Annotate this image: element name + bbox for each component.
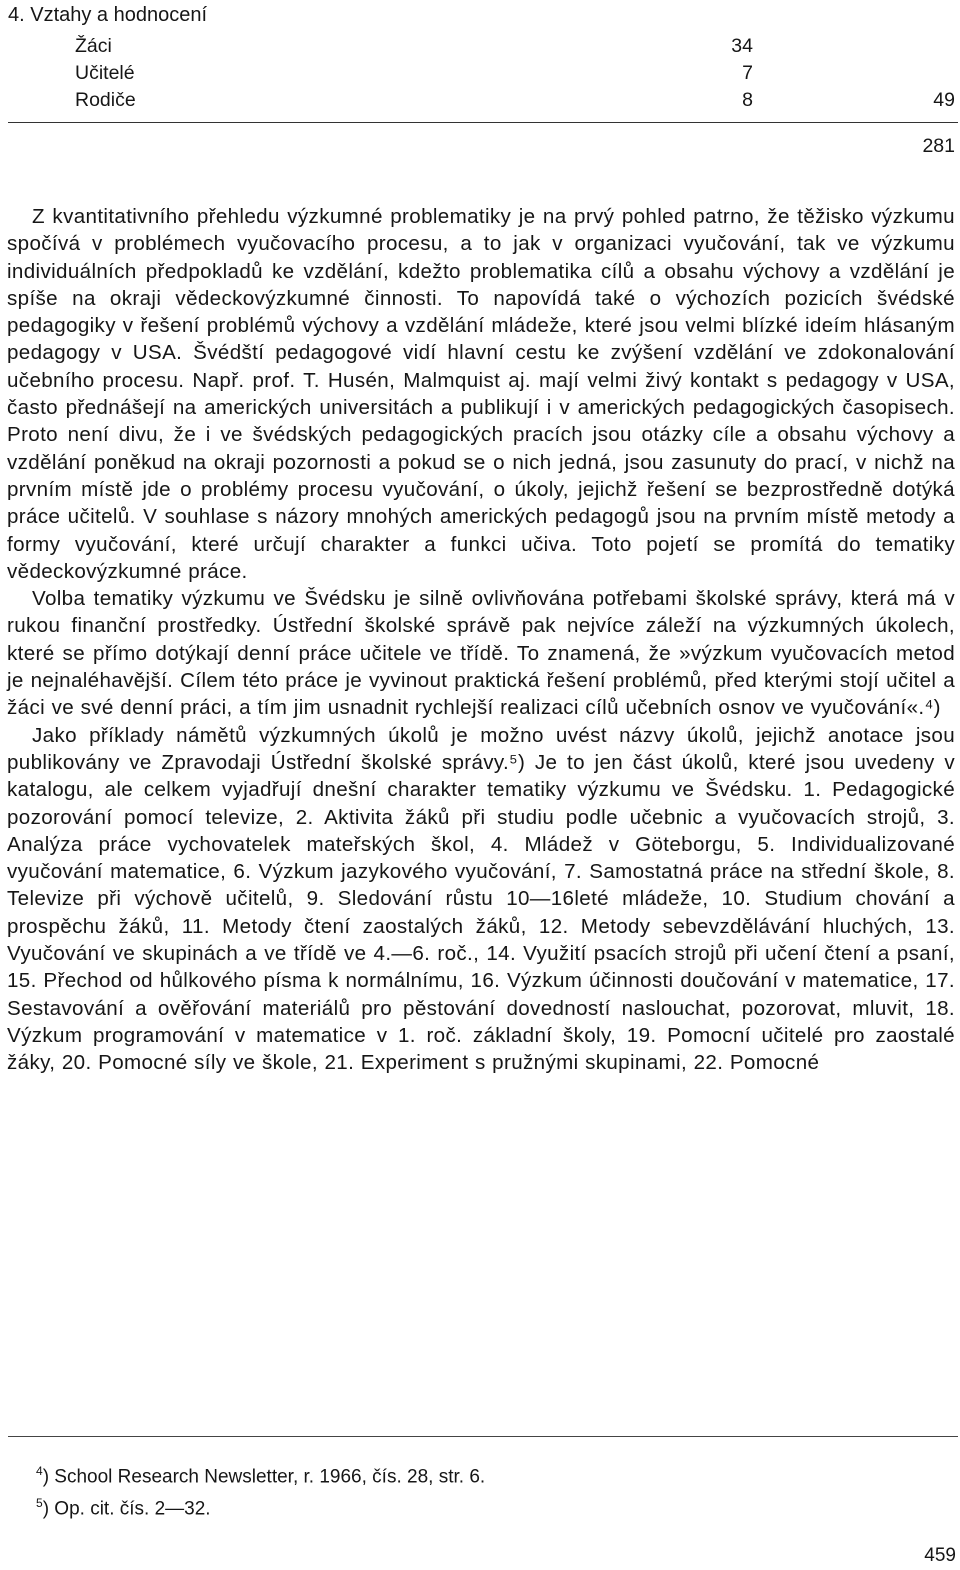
section-heading: 4. Vztahy a hodnocení <box>8 4 208 26</box>
footnote <box>36 1458 485 1490</box>
table-row-value: 34 <box>731 35 753 57</box>
table-row-value: 8 <box>742 89 753 111</box>
table-row <box>0 62 960 89</box>
table-divider <box>8 122 958 123</box>
grand-total: 281 <box>922 135 955 157</box>
table-row <box>0 35 960 62</box>
table-total-row <box>0 135 960 162</box>
table-row-label: Učitelé <box>75 62 135 84</box>
page-number: 459 <box>924 1545 956 1566</box>
paragraph: Volba tematiky výzkumu ve Švédsku je silně ovlivňována potřebami školské správy, která má v rukou finanční prostředky. Ústřední školské správě pak nejvíce záleží na výzkumných úkolech, které se přímo dotýkají denní práce učitele ve třídě. To znamená, že »výzkum vyučovacích metod je nejnaléhavější. Cílem této práce je vyvinout praktická řešení problémů, před kterými stojí učitel a žáci ve své denní práci, a tím jim usnadnit rychlejší realizaci cílů učebních osnov ve vyučování«.⁴) <box>7 587 955 720</box>
footnote-text: ) Op. cit. čís. 2—32. <box>42 1498 211 1520</box>
table-row-value: 7 <box>742 62 753 84</box>
table-row <box>0 89 960 116</box>
footnotes <box>36 1458 485 1523</box>
paragraph: Jako příklady námětů výzkumných úkolů je možno uvést názvy úkolů, jejichž anotace jsou publikovány ve Zpravodaji Ústřední školské správy.⁵) Je to jen část úkolů, které jsou uvedeny v katalogu, ale celkem vyjadřují dnešní charakter tematiky výzkumu ve Švédsku. 1. Pedagogické pozorování pomocí televize, 2. Aktivita žáků při studiu podle učebnic a vyučovacích strojů, 3. Analýza práce vychovatelek mateřských škol, 4. Mládež v Göteborgu, 5. Individualizované vyučování matematice, 6. Výzkum jazykového vyučování, 7. Samostatná práce na střední škole, 8. Televize při výchově učitelů, 9. Sledování růstu 10—16leté mládeže, 10. Studium chování a prospěchu žáků, 11. Metody čtení zaostalých žáků, 12. Metody sebevzdělávání hluchých, 13. Vyučování ve skupinách a ve třídě ve 4.—6. roč., 14. Využití psacích strojů při učení čtení a psaní, 15. Přechod od hůlkového písma k normálnímu, 16. Výzkum účinnosti doučování v matematice, 17. Sestavování a ověřování materiálů pro pěstování dovedností naslouchat, pozorovat, mluvit, 18. Výzkum programování v matematice v 1. roč. základní školy, 19. Pomocní učitelé pro zaostalé žáky, 20. Pomocné síly ve škole, 21. Experiment s pružnými skupinami, 22. Pomocné <box>7 723 955 1075</box>
footnote-mark: 5 <box>36 1496 43 1511</box>
footnote-text: ) School Research Newsletter, r. 1966, čís. 28, str. 6. <box>42 1466 486 1488</box>
table-row-total: 49 <box>933 89 955 111</box>
footnote <box>36 1490 485 1522</box>
paragraph: Z kvantitativního přehledu výzkumné problematiky je na prvý pohled patrno, že těžisko výzkumu spočívá v problémech vyučovacího procesu, a to jak v organizaci vyučování, tak ve výzkumu individuálních předpokladů ke vzdělání, kdežto problematika cílů a obsahu výchovy a vzdělání je spíše na okraji vědeckovýzkumné činnosti. To napovídá také o výchozích pozicích švédské pedagogiky v řešení problémů výchovy a vzdělání mládeže, které jsou velmi blízké ideím hlásaným pedagogy v USA. Švédští pedagogové vidí hlavní cestu ke zvýšení vzdělání ve zdokonalování učebního procesu. Např. prof. T. Husén, Malmquist aj. mají velmi živý kontakt s pedagogy v USA, často přednášejí na amerických universitách a publikují i v amerických pedagogických časopisech. Proto není divu, že i ve švédských pedagogických pracích jsou otázky cíle a obsahu výchovy a vzdělání poněkud na okraji pozornosti a pokud se o nich jedná, jsou zasunuty do prací, v nichž na prvním místě jde o problémy procesu vyučování, o úkoly, jejichž řešení se bezprostředně dotýká práce učitelů. V souhlase s názory mnohých amerických pedagogů jsou na prvním místě metody a formy vyučování, které určují charakter a funkci učiva. Toto pojetí se promítá do tematiky vědeckovýzkumné práce. <box>7 205 955 583</box>
body-text <box>7 203 955 1077</box>
footnote-mark: 4 <box>36 1464 43 1478</box>
table-row-label: Žáci <box>75 35 112 57</box>
table-row-label: Rodiče <box>75 89 136 111</box>
footnote-divider <box>8 1436 958 1437</box>
